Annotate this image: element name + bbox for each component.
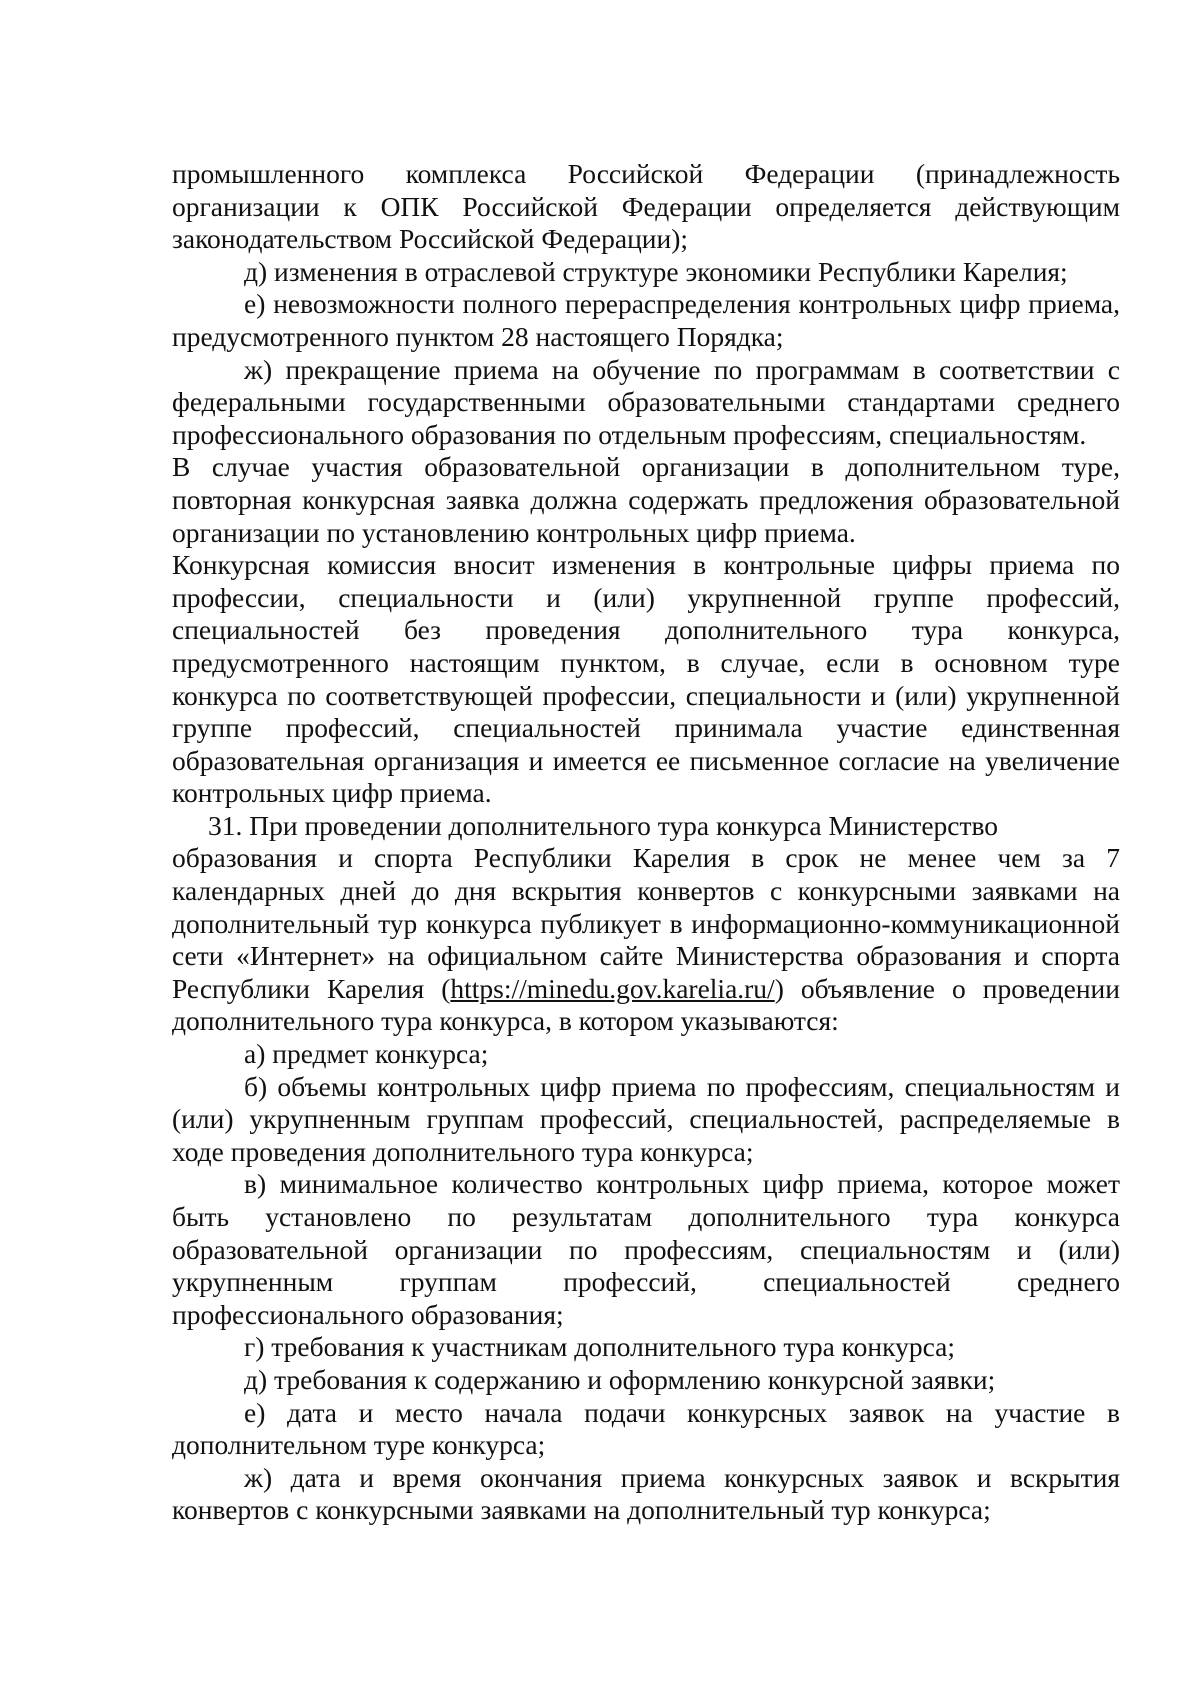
document-page xyxy=(172,158,1120,1527)
list-item-e: е) невозможности полного перераспределения контрольных цифр приема, предусмотренного пунктом 28 настоящего Порядка; xyxy=(172,288,1120,352)
ministry-website-link[interactable]: https://minedu.gov.karelia.ru/ xyxy=(450,972,775,1004)
paragraph-commission-changes: Конкурсная комиссия вносит изменения в контрольные цифры приема по профессии, специальности и (или) укрупненной группе профессий, специальностей без проведения дополнительного тура конкурса, предусмотренного настоящим пунктом, в случае, если в основном туре конкурса по соответствующей профессии, специальности и (или) укрупненной группе профессий, специальностей принимала участие единственная образовательная организация и имеется ее письменное согласие на увеличение контрольных цифр приема. xyxy=(172,549,1120,809)
list-item-d2: д) требования к содержанию и оформлению конкурсной заявки; xyxy=(244,1363,996,1395)
list-item-g: г) требования к участникам дополнительного тура конкурса; xyxy=(244,1331,955,1363)
list-item-d: д) изменения в отраслевой структуре экономики Республики Карелия; xyxy=(244,255,1068,287)
clause-31-body xyxy=(172,842,1120,1038)
clause-31-heading: 31. При проведении дополнительного тура конкурса Министерство xyxy=(208,809,999,841)
list-item-b: б) объемы контрольных цифр приема по профессиям, специальностям и (или) укрупненным группам профессий, специальностей, распределяемые в ходе проведения дополнительного тура конкурса; xyxy=(172,1070,1120,1167)
paragraph-repeat-application: В случае участия образовательной организации в дополнительном туре, повторная конкурсная заявка должна содержать предложения образовательной организации по установлению контрольных цифр приема. xyxy=(172,451,1120,548)
list-item-a: а) предмет конкурса; xyxy=(244,1038,489,1070)
list-item-e2: е) дата и место начала подачи конкурсных заявок на участие в дополнительном туре конкурса; xyxy=(172,1396,1120,1461)
list-item-zh2: ж) дата и время окончания приема конкурсных заявок и вскрытия конвертов с конкурсными заявками на дополнительный тур конкурса; xyxy=(172,1461,1120,1526)
clause-31-text-before-link: образования и спорта Республики Карелия в срок не менее чем за 7 календарных дней до дня вскрытия конвертов с конкурсными заявками на дополнительный тур конкурса публикует в информационно-коммуникационной сети «Интернет» на официальном сайте Министерства образования и спорта Республики Карелия ( xyxy=(172,842,1120,1004)
list-item-v: в) минимальное количество контрольных цифр приема, которое может быть установлено по результатам дополнительного тура конкурса образовательной организации по профессиям, специальностям и (или) укрупненным группам профессий, специальностей среднего профессионального образования; xyxy=(172,1168,1120,1330)
paragraph-continuation: промышленного комплекса Российской Федерации (принадлежность организации к ОПК Российской Федерации определяется действующим законодательством Российской Федерации); xyxy=(172,158,1120,255)
clause-31-text-after-link: ) объявление о проведении дополнительного тура конкурса, в котором указываются: xyxy=(172,972,1120,1037)
list-item-zh: ж) прекращение приема на обучение по программам в соответствии с федеральными государственными образовательными стандартами среднего профессионального образования по отдельным профессиям, специальностям. xyxy=(172,353,1120,450)
